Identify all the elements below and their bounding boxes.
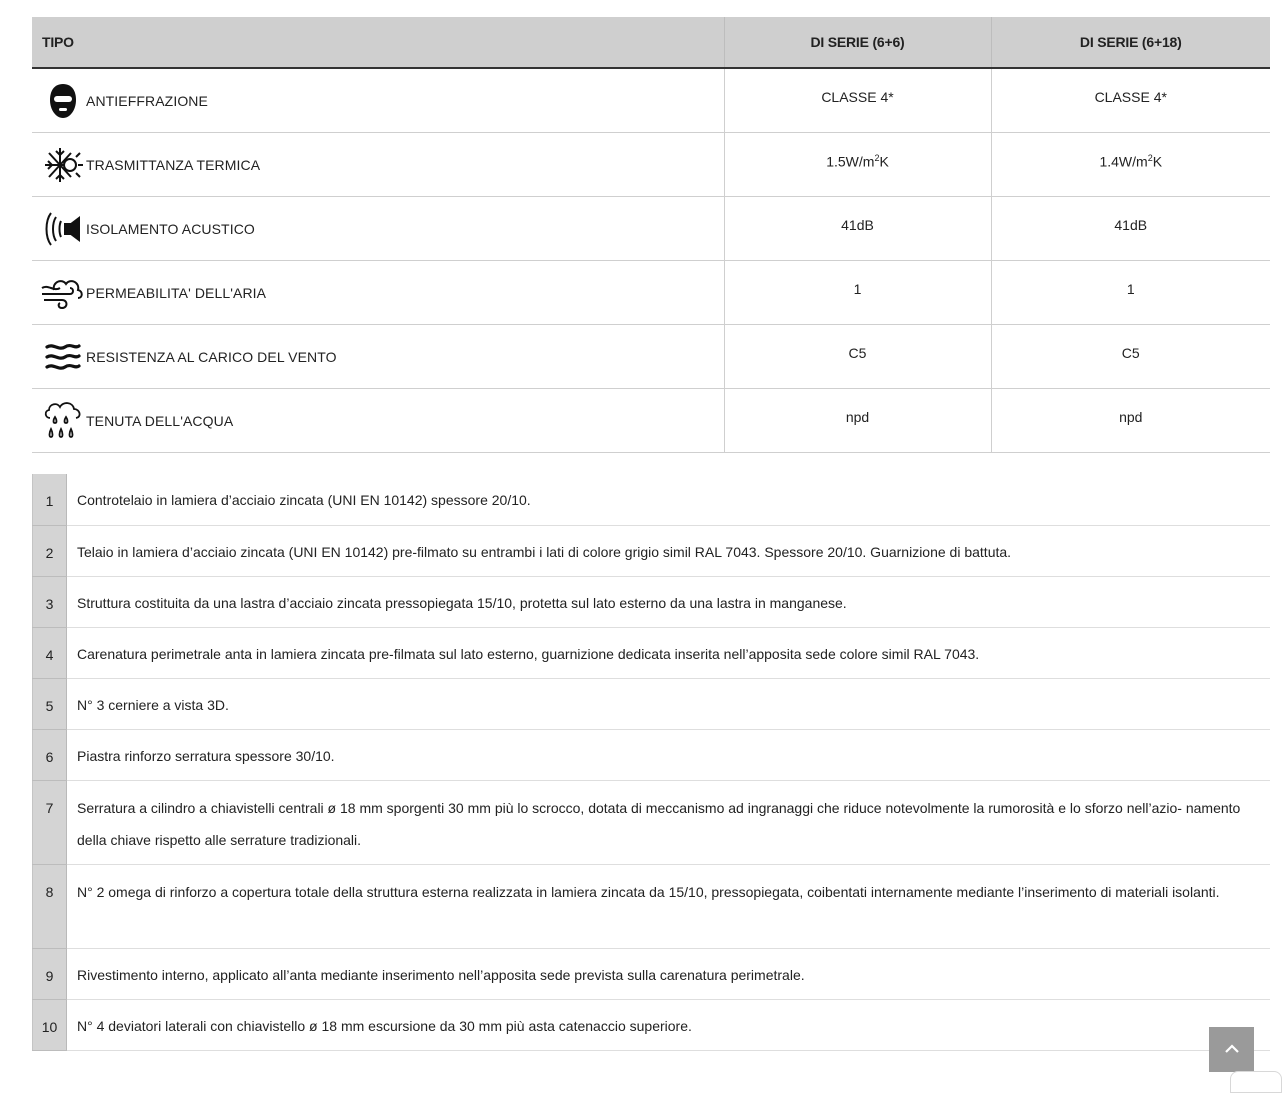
corner-widget-edge — [1230, 1071, 1282, 1093]
balaclava-icon — [40, 81, 86, 121]
spec-value-col1: 41dB — [724, 197, 991, 261]
table-row — [33, 999, 1271, 1050]
row-text: N° 4 deviatori laterali con chiavistello ø 18 mm escursione da 30 mm più asta catenaccio superiore. — [67, 999, 1271, 1050]
row-text: Struttura costituita da una lastra d’acciaio zincata pressopiegata 15/10, protetta sul lato esterno da una lastra in manganese. — [67, 576, 1271, 627]
spec-row — [32, 68, 1270, 133]
spec-row — [32, 389, 1270, 453]
row-text: Controtelaio in lamiera d’acciaio zincata (UNI EN 10142) spessore 20/10. — [67, 474, 1271, 525]
spec-label: ISOLAMENTO ACUSTICO — [86, 220, 255, 237]
spec-label: TRASMITTANZA TERMICA — [86, 156, 261, 173]
spec-value-col1: $1.5W/m^2K$ — [724, 133, 991, 197]
spec-row — [32, 261, 1270, 325]
row-number: 1 — [33, 474, 67, 525]
row-number: 7 — [33, 780, 67, 864]
spec-value-col1: npd — [724, 389, 991, 453]
spec-row — [32, 325, 1270, 389]
row-number: 8 — [33, 864, 67, 948]
row-number: 6 — [33, 729, 67, 780]
speaker-sound-icon — [40, 209, 86, 249]
spec-value-col1: 1 — [724, 261, 991, 325]
header-tipo: TIPO — [32, 17, 724, 68]
row-text: N° 2 omega di rinforzo a copertura totale della struttura esterna realizzata in lamiera zincata da 15/10, pressopiegata, coibentati internamente mediante l’inserimento di materiali isolanti. — [67, 864, 1271, 948]
spec-table — [32, 17, 1270, 453]
spec-row — [32, 197, 1270, 261]
row-number: 2 — [33, 525, 67, 576]
spec-label: TENUTA DELL'ACQUA — [86, 412, 234, 429]
spec-row — [32, 133, 1270, 197]
table-row — [33, 525, 1271, 576]
row-number: 9 — [33, 948, 67, 999]
spec-value-col2: C5 — [991, 325, 1270, 389]
snowflake-sun-icon — [40, 145, 86, 185]
row-number: 5 — [33, 678, 67, 729]
row-text: N° 3 cerniere a vista 3D. — [67, 678, 1271, 729]
chevron-up-icon — [1224, 1042, 1240, 1057]
rain-cloud-icon — [40, 401, 86, 441]
spec-value-col1: C5 — [724, 325, 991, 389]
header-serie-6-18: DI SERIE (6+18) — [991, 17, 1270, 68]
table-row — [33, 474, 1271, 525]
spec-value-col2: 41dB — [991, 197, 1270, 261]
row-text: Piastra rinforzo serratura spessore 30/10. — [67, 729, 1271, 780]
spec-label: PERMEABILITA' DELL'ARIA — [86, 284, 267, 301]
spec-value-col1: CLASSE 4* — [724, 68, 991, 133]
row-number: 3 — [33, 576, 67, 627]
spec-label: RESISTENZA AL CARICO DEL VENTO — [86, 348, 337, 365]
features-table — [32, 474, 1270, 1051]
spec-header-row — [32, 17, 1270, 68]
table-row — [33, 948, 1271, 999]
row-text: Carenatura perimetrale anta in lamiera zincata pre-filmata sul lato esterno, guarnizione dedicata inserita nell’apposita sede colore simil RAL 7043. — [67, 627, 1271, 678]
row-number: 4 — [33, 627, 67, 678]
table-row — [33, 678, 1271, 729]
table-row — [33, 576, 1271, 627]
row-text: Telaio in lamiera d’acciaio zincata (UNI EN 10142) pre-filmato su entrambi i lati di colore grigio simil RAL 7043. Spessore 20/10. Guarnizione di battuta. — [67, 525, 1271, 576]
table-row — [33, 729, 1271, 780]
table-row — [33, 780, 1271, 864]
table-row — [33, 864, 1271, 948]
row-text: Rivestimento interno, applicato all’anta mediante inserimento nell’apposita sede prevista sulla carenatura perimetrale. — [67, 948, 1271, 999]
cloud-wind-icon — [40, 273, 86, 313]
spec-value-col2: 1 — [991, 261, 1270, 325]
spec-value-col2: npd — [991, 389, 1270, 453]
spec-label: ANTIEFFRAZIONE — [86, 92, 208, 109]
wind-waves-icon — [40, 337, 86, 377]
header-serie-6-6: DI SERIE (6+6) — [724, 17, 991, 68]
row-text: Serratura a cilindro a chiavistelli centrali ø 18 mm sporgenti 30 mm più lo scrocco, dotata di meccanismo ad ingranaggi che riduce notevolmente la rumorosità e lo sforzo nell’azio- namento della chiave rispetto alle serrature tradizionali. — [67, 780, 1271, 864]
row-number: 10 — [33, 999, 67, 1050]
spec-value-col2: $1.4W/m^2K$ — [991, 133, 1270, 197]
back-to-top-button[interactable] — [1209, 1027, 1254, 1072]
spec-value-col2: CLASSE 4* — [991, 68, 1270, 133]
table-row — [33, 627, 1271, 678]
